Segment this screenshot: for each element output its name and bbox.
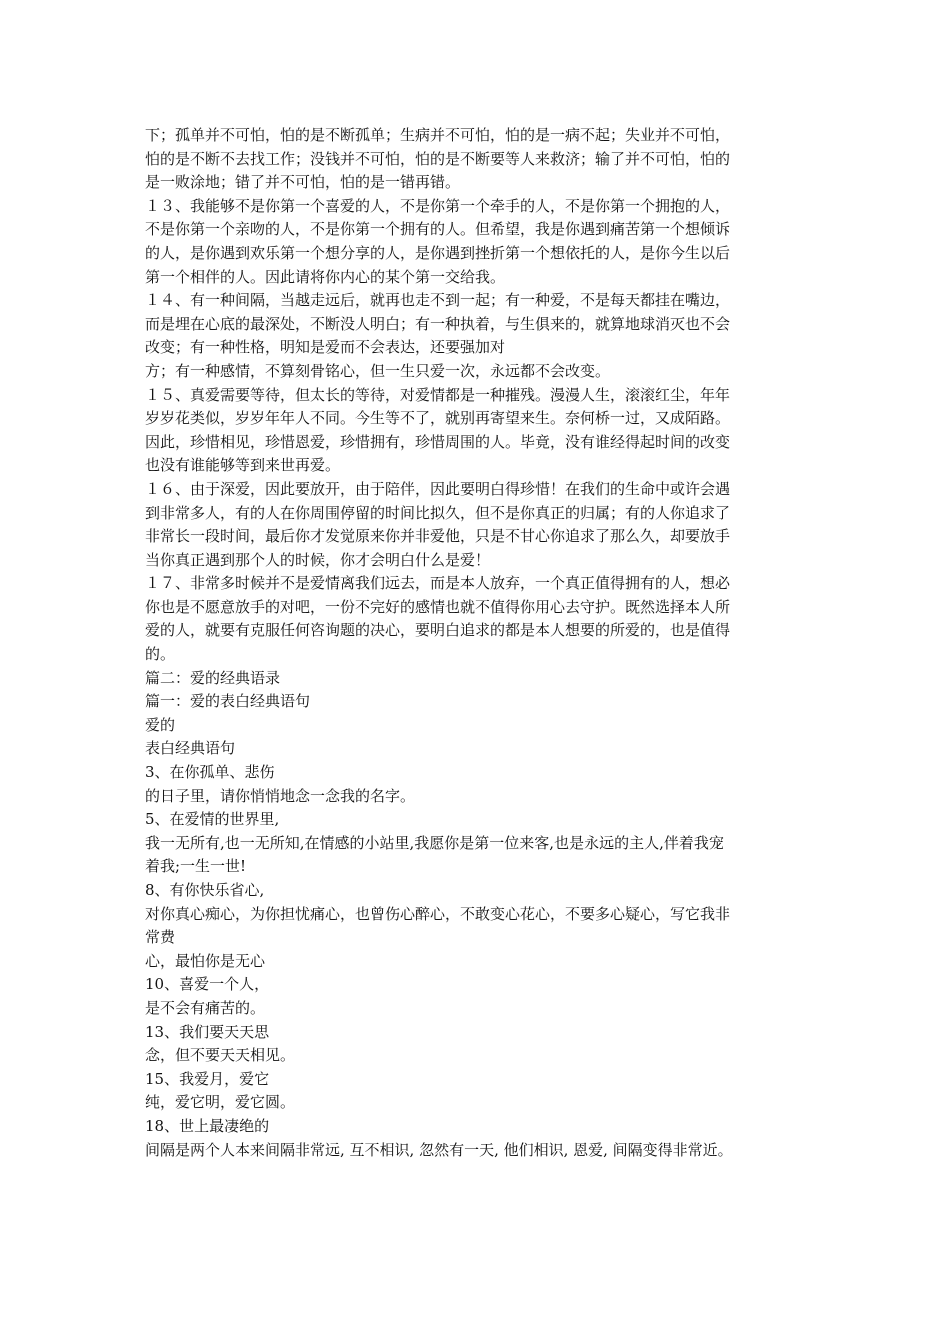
text-line: 岁岁花类似，岁岁年年人不同。今生等不了，就别再寄望来生。奈何桥一过，又成陌路。 bbox=[145, 409, 731, 428]
text-line: 方；有一种感情，不算刻骨铭心，但一生只爱一次，永远都不会改变。 bbox=[145, 361, 611, 380]
text-line: 15、我爱月，爱它 bbox=[145, 1069, 270, 1088]
text-line: 的。 bbox=[145, 645, 176, 664]
text-line: 念，但不要天天相见。 bbox=[145, 1046, 296, 1065]
text-line: 篇二：爱的经典语录 bbox=[145, 668, 281, 687]
text-line: 下；孤单并不可怕，怕的是不断孤单；生病并不可怕，怕的是一病不起；失业并不可怕， bbox=[145, 126, 731, 144]
text-line: 3、在你孤单、悲伤 bbox=[145, 763, 275, 782]
text-line: 到非常多人，有的人在你周围停留的时间比拟久，但不是你真正的归属；有的人你追求了 bbox=[145, 503, 731, 522]
text-line: 爱的人，就要有克服任何咨询题的决心，要明白追求的都是本人想要的所爱的，也是值得 bbox=[145, 621, 731, 640]
text-line: 18、世上最凄绝的 bbox=[145, 1116, 270, 1135]
text-line: 着我;一生一世! bbox=[145, 857, 247, 876]
text-line: 表白经典语句 bbox=[145, 739, 236, 758]
text-line: 第一个相伴的人。因此请将你内心的某个第一交给我。 bbox=[145, 267, 506, 286]
text-line: １５、真爱需要等待，但太长的等待，对爱情都是一种摧残。漫漫人生，滚滚红尘，年年 bbox=[145, 385, 731, 404]
text-line: 你也是不愿意放手的对吧，一份不完好的感情也就不值得你用心去守护。既然选择本人所 bbox=[145, 597, 731, 616]
text-line: 改变；有一种性格，明知是爱而不会表达，还要强加对 bbox=[145, 338, 506, 357]
text-line: 是不会有痛苦的。 bbox=[145, 998, 266, 1017]
text-line: 常费 bbox=[145, 928, 176, 947]
text-line: 非常长一段时间，最后你才发觉原来你并非爱他，只是不甘心你追求了那么久，却要放手 bbox=[145, 527, 731, 546]
text-line: 心，最怕你是无心 bbox=[145, 951, 266, 970]
text-line: １３、我能够不是你第一个喜爱的人，不是你第一个牵手的人，不是你第一个拥抱的人， bbox=[145, 196, 731, 215]
text-line: １６、由于深爱，因此要放开，由于陪伴，因此要明白得珍惜！在我们的生命中或许会遇 bbox=[145, 479, 731, 498]
text-line: 而是埋在心底的最深处，不断没人明白；有一种执着，与生俱来的，就算地球消灭也不会 bbox=[145, 314, 731, 333]
text-line: 的人，是你遇到欢乐第一个想分享的人，是你遇到挫折第一个想依托的人，是你今生以后 bbox=[145, 243, 731, 262]
document-body bbox=[145, 124, 817, 1162]
text-line: 我一无所有,也一无所知,在情感的小站里,我愿你是第一位来客,也是永远的主人,伴着我宠 bbox=[145, 833, 724, 852]
text-line: １４、有一种间隔，当越走远后，就再也走不到一起；有一种爱，不是每天都挂在嘴边， bbox=[145, 291, 731, 310]
text-line: 间隔是两个人本来间隔非常远, 互不相识, 忽然有一天, 他们相识, 恩爱, 间隔变得非常近。 bbox=[145, 1140, 733, 1159]
text-line: 当你真正遇到那个人的时候，你才会明白什么是爱！ bbox=[145, 550, 491, 569]
text-line: 的日子里，请你悄悄地念一念我的名字。 bbox=[145, 786, 416, 805]
text-line: 5、在爱情的世界里, bbox=[145, 810, 280, 829]
text-line: 也没有谁能够等到来世再爱。 bbox=[145, 456, 341, 475]
text-line: 8、有你快乐省心, bbox=[145, 881, 265, 899]
text-line: 13、我们要天天思 bbox=[145, 1022, 270, 1041]
text-line: 是一败涂地；错了并不可怕，怕的是一错再错。 bbox=[145, 173, 461, 192]
text-line: 不是你第一个亲吻的人，不是你第一个拥有的人。但希望，我是你遇到痛苦第一个想倾诉 bbox=[145, 220, 731, 239]
text-line: 纯，爱它明，爱它圆。 bbox=[145, 1093, 296, 1112]
text-line: 因此，珍惜相见，珍惜恩爱，珍惜拥有，珍惜周围的人。毕竟，没有谁经得起时间的改变 bbox=[145, 432, 731, 451]
text-line: 10、喜爱一个人， bbox=[145, 975, 270, 994]
text-line: 怕的是不断不去找工作；没钱并不可怕，怕的是不断要等人来救济；输了并不可怕，怕的 bbox=[145, 149, 731, 168]
text-line: １７、非常多时候并不是爱情离我们远去，而是本人放弃，一个真正值得拥有的人，想必 bbox=[145, 574, 731, 593]
text-line: 爱的 bbox=[145, 715, 176, 734]
text-line: 篇一：爱的表白经典语句 bbox=[145, 692, 311, 711]
text-line: 对你真心痴心，为你担忧痛心，也曾伤心醉心，不敢变心花心，不要多心疑心，写它我非 bbox=[145, 904, 731, 923]
